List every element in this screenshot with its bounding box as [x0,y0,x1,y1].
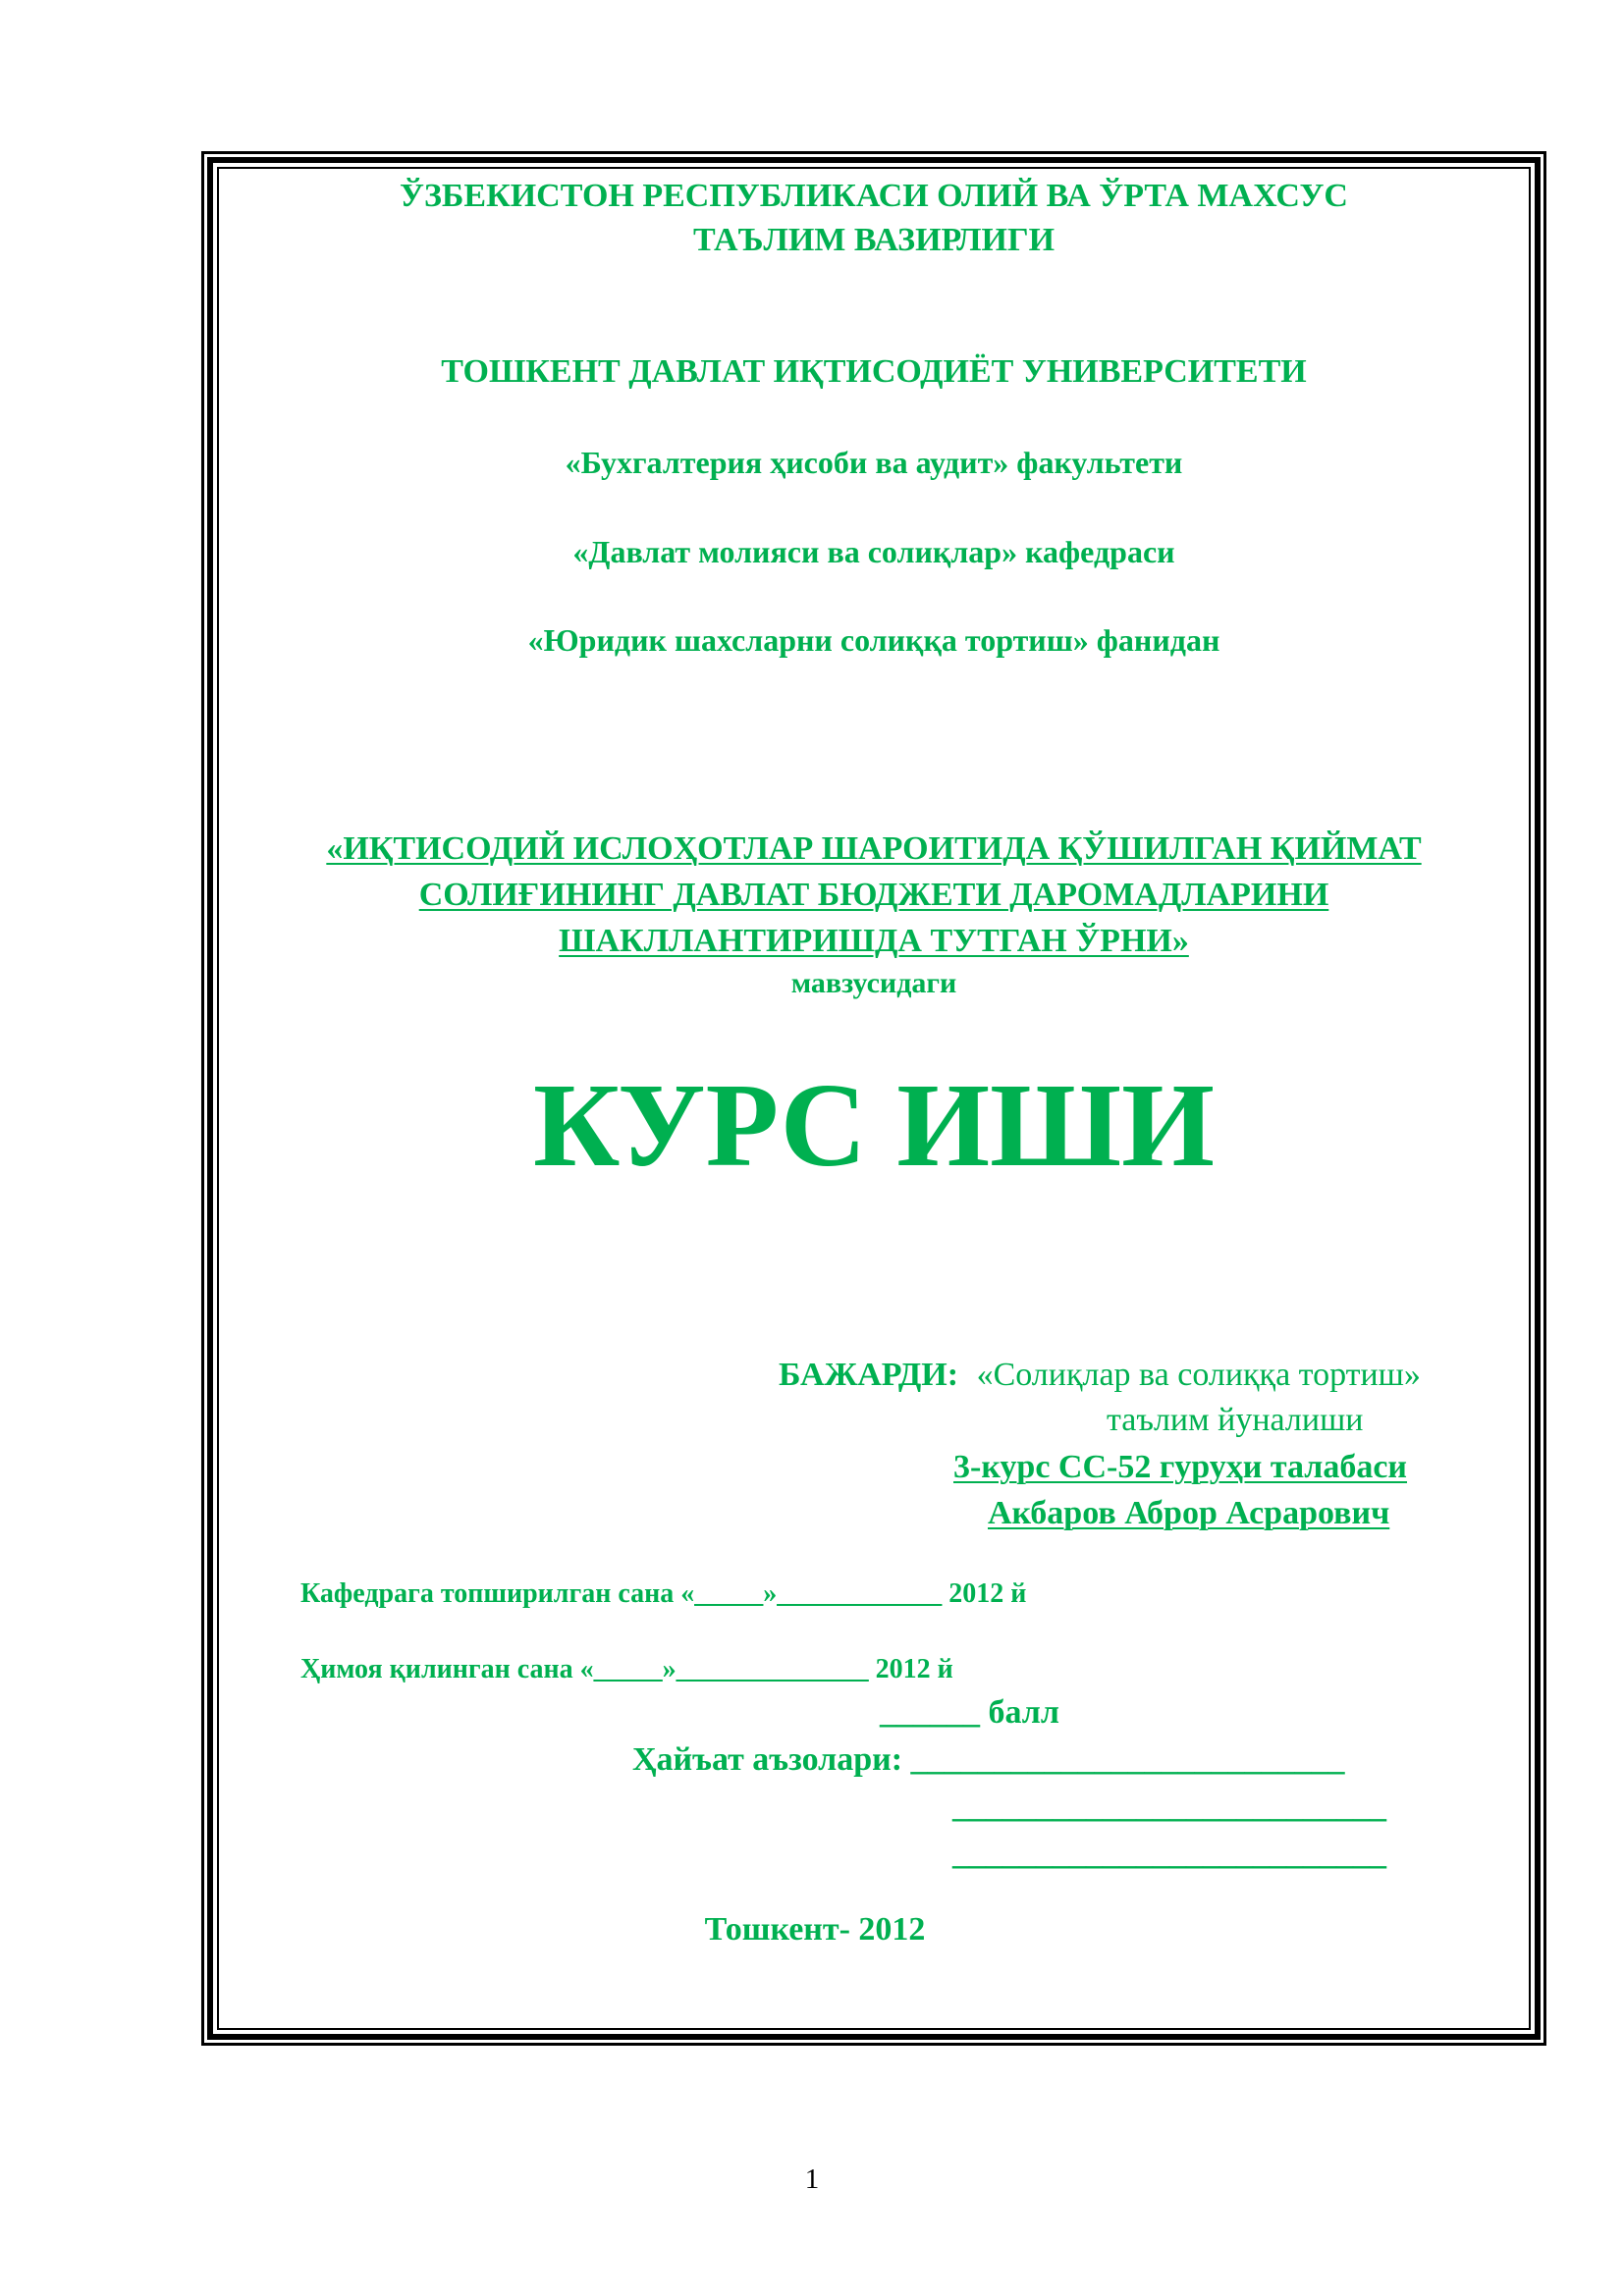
committee-line-2: __________________________ [952,1789,1386,1825]
submission-date: Кафедрага топширилган сана «_____»____________ 2012 й [300,1578,1027,1609]
performer-specialty: «Солиқлар ва солиққа тортиш» [976,1357,1421,1393]
ministry-line-2: ТАЪЛИМ ВАЗИРЛИГИ [692,222,1056,258]
committee-line-3: __________________________ [952,1836,1386,1872]
topic-suffix: мавзусидаги [790,967,957,999]
committee-members: Ҳайъат аъзолари: __________________________ [632,1741,1345,1778]
faculty-name: «Бухгалтерия ҳисоби ва аудит» факультети [565,445,1183,480]
department-name: «Давлат молияси ва солиқлар» кафедраси [572,534,1175,569]
work-type-title: КУРС ИШИ [533,1059,1215,1192]
score-line: ______ балл [880,1694,1059,1731]
university-name: ТОШКЕНТ ДАВЛАТ ИҚТИСОДИЁТ УНИВЕРСИТЕТИ [441,353,1307,390]
topic-line-2: СОЛИҒИНИНГ ДАВЛАТ БЮДЖЕТИ ДАРОМАДЛАРИНИ [418,877,1329,913]
ministry-line-1: ЎЗБЕКИСТОН РЕСПУБЛИКАСИ ОЛИЙ ВА ЎРТА МАХСУС [400,178,1348,214]
performer-label: БАЖАРДИ: [779,1357,959,1393]
city-year: Тошкент- 2012 [704,1911,926,1948]
performer-group: 3-курс СС-52 гуруҳи талабаси [953,1449,1408,1485]
performer-block [779,1359,1421,1392]
defense-date: Ҳимоя қилинган сана «_____»______________ 2012 й [300,1654,953,1684]
topic-line-1: «ИҚТИСОДИЙ ИСЛОҲОТЛАР ШАРОИТИДА ҚЎШИЛГАН ҚИЙМАТ [326,830,1422,867]
performer-name: Акбаров Аброр Асрарович [988,1495,1390,1531]
topic-line-3: ШАКЛЛАНТИРИШДА ТУТГАН ЎРНИ» [559,923,1189,959]
performer-specialty-line-2: таълим йуналиши [1107,1402,1364,1438]
page-number: 1 [804,2163,820,2195]
subject-name: «Юридик шахсларни солиққа тортиш» фанидан [527,622,1220,658]
